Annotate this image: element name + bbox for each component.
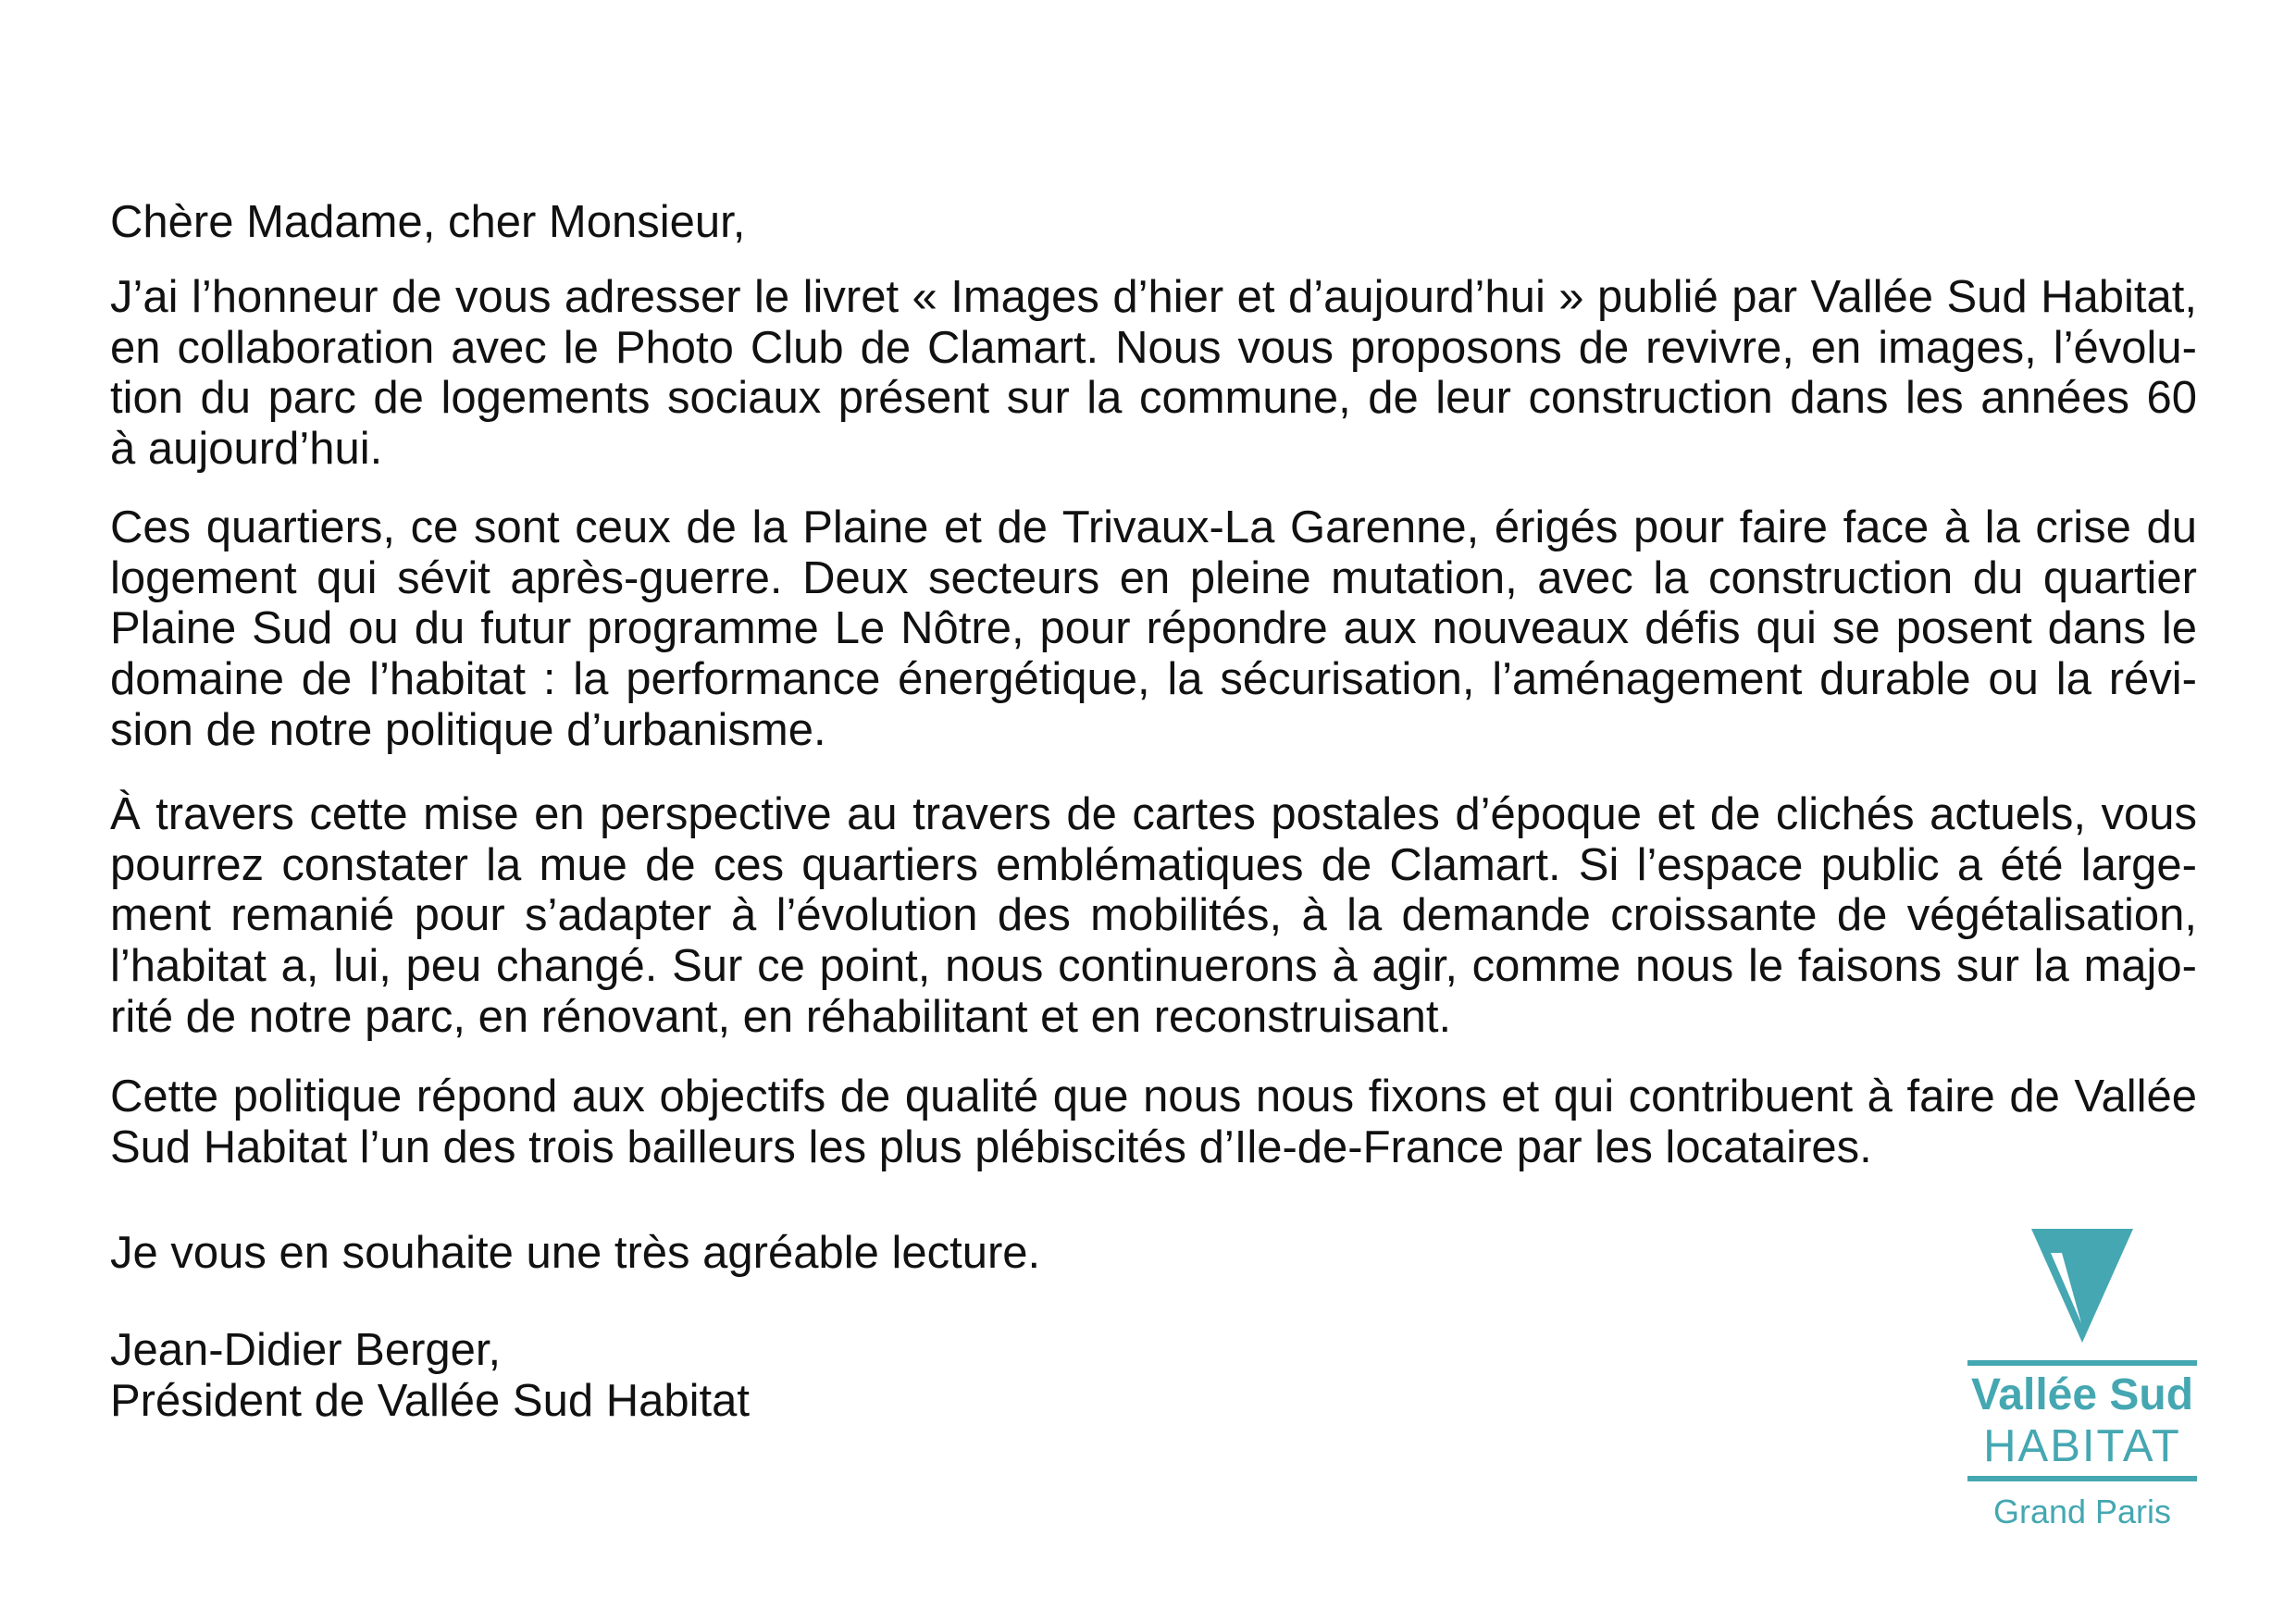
closing xyxy=(110,1228,2197,1279)
text-line: ment remanié pour s’adapter à l’évolution des mobilités, à la demande croissante de végétalisation, xyxy=(110,890,2197,941)
text-line: Ces quartiers, ce sont ceux de la Plaine et de Trivaux-La Garenne, érigés pour faire face à la crise du xyxy=(110,502,2197,552)
logo-triangle-shape xyxy=(2031,1229,2133,1343)
text-line: pourrez constater la mue de ces quartiers emblématiques de Clamart. Si l’espace public a été large- xyxy=(110,839,2197,890)
logo-wordmark-line2: HABITAT xyxy=(1983,1421,2181,1471)
text-line: l’habitat a, lui, peu changé. Sur ce point, nous continuerons à agir, comme nous le faisons sur la majo- xyxy=(110,941,2197,992)
text-line: Sud Habitat l’un des trois bailleurs les plus plébiscités d’Ile-de-France par les locataires. xyxy=(110,1121,1872,1172)
logo-wordmark-line1: Vallée Sud xyxy=(1970,1370,2194,1419)
paragraph-intro xyxy=(110,272,2197,475)
closing-text: Je vous en souhaite une très agréable lecture. xyxy=(110,1228,1041,1278)
logo-wordmark-line3: Grand Paris xyxy=(1992,1493,2172,1530)
signature-name: Jean-Didier Berger, xyxy=(110,1325,502,1375)
text-line: Cette politique répond aux objectifs de qualité que nous nous fixons et qui contribuent à faire de Vallée xyxy=(110,1072,2197,1121)
text-line: sion de notre politique d’urbanisme. xyxy=(110,704,826,755)
text-line: en collaboration avec le Photo Club de Clamart. Nous vous proposons de revivre, en images, l’évolu- xyxy=(110,322,2197,373)
salutation xyxy=(110,197,2197,248)
paragraph-policy xyxy=(110,1072,2197,1172)
paragraph-neighbourhoods xyxy=(110,502,2197,756)
text-line: domaine de l’habitat : la performance énergétique, la sécurisation, l’aménagement durable ou la révi- xyxy=(110,654,2197,705)
signature xyxy=(110,1325,2197,1426)
salutation-text: Chère Madame, cher Monsieur, xyxy=(110,197,746,247)
logo-rule-bottom xyxy=(1967,1476,2197,1481)
paragraph-perspective xyxy=(110,789,2197,1043)
text-line: rité de notre parc, en rénovant, en réhabilitant et en reconstruisant. xyxy=(110,991,1452,1042)
text-line: à aujourd’hui. xyxy=(110,424,383,475)
signature-title: Président de Vallée Sud Habitat xyxy=(110,1375,750,1426)
text-line: J’ai l’honneur de vous adresser le livret « Images d’hier et d’aujourd’hui » publié par Vallée Sud Habitat, xyxy=(110,272,2197,322)
text-line: Plaine Sud ou du futur programme Le Nôtre, pour répondre aux nouveaux défis qui se posent dans le xyxy=(110,603,2197,654)
text-line: tion du parc de logements sociaux présent sur la commune, de leur construction dans les années 60 xyxy=(110,373,2197,424)
text-line: À travers cette mise en perspective au travers de cartes postales d’époque et de clichés actuels, vous xyxy=(110,789,2197,839)
logo-rule-top xyxy=(1967,1360,2197,1366)
logo-triangle-icon xyxy=(2031,1229,2133,1343)
text-line: logement qui sévit après-guerre. Deux secteurs en pleine mutation, avec la construction du quartier xyxy=(110,552,2197,603)
